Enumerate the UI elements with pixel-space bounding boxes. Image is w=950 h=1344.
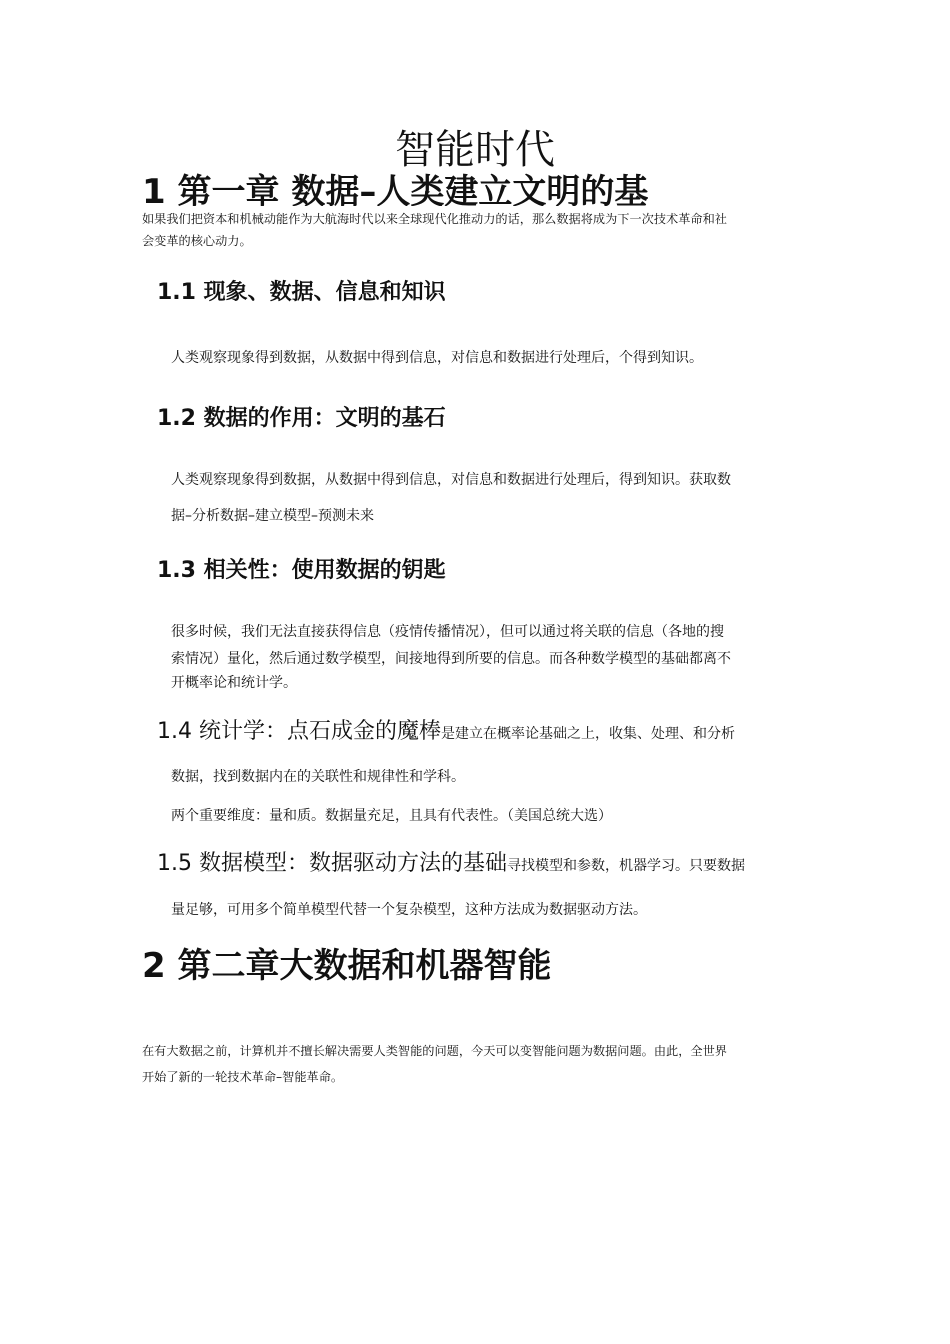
section-1-1-line-1: 人类观察现象得到数据，从数据中得到信息，对信息和数据进行处理后，个得到知识。	[171, 350, 703, 366]
chapter-2-intro-line-2: 开始了新的一轮技术革命–智能革命。	[142, 1070, 344, 1084]
section-1-3-heading: 1.3 相关性：使用数据的钥匙	[157, 558, 446, 583]
section-1-4-line-2: 两个重要维度：量和质。数据量充足，且具有代表性。（美国总统大选）	[171, 808, 612, 824]
chapter-1-heading: 1 第一章 数据–人类建立文明的基	[142, 172, 649, 206]
section-1-5-heading-row	[157, 849, 745, 881]
section-1-4-heading: 1.4 统计学：点石成金的魔棒	[157, 719, 441, 744]
section-1-3-line-3: 开概率论和统计学。	[171, 675, 297, 691]
document-title: 智能时代	[395, 127, 555, 173]
section-1-4-inline-text: 是建立在概率论基础之上，收集、处理、和分析	[440, 726, 735, 742]
chapter-2-heading: 2 第二章大数据和机器智能	[142, 946, 552, 986]
section-1-4-line-1: 数据，找到数据内在的关联性和规律性和学科。	[171, 769, 465, 785]
section-1-5-line-1: 量足够，可用多个简单模型代替一个复杂模型，这种方法成为数据驱动方法。	[171, 902, 647, 918]
chapter-1-intro-line-2: 会变革的核心动力。	[142, 234, 252, 248]
section-1-5-inline-text: 寻找模型和参数，机器学习。只要数据	[506, 858, 745, 874]
section-1-5-heading: 1.5 数据模型：数据驱动方法的基础	[157, 851, 507, 876]
chapter-1-intro-line-1: 如果我们把资本和机械动能作为大航海时代以来全球现代化推动力的话，那么数据将成为下一次技术革命和社	[142, 212, 727, 226]
section-1-2-line-2: 据–分析数据–建立模型–预测未来	[171, 508, 374, 524]
section-1-3-line-2: 索情况）量化，然后通过数学模型，间接地得到所要的信息。而各种数学模型的基础都离不	[171, 651, 731, 667]
section-1-1-heading: 1.1 现象、数据、信息和知识	[157, 280, 446, 305]
section-1-3-line-1: 很多时候，我们无法直接获得信息（疫情传播情况），但可以通过将关联的信息（各地的搜	[171, 624, 724, 640]
section-1-2-line-1: 人类观察现象得到数据，从数据中得到信息，对信息和数据进行处理后，得到知识。获取数	[171, 472, 731, 488]
section-1-2-heading: 1.2 数据的作用：文明的基石	[157, 406, 446, 431]
section-1-4-heading-row	[157, 717, 735, 749]
chapter-2-intro-line-1: 在有大数据之前，计算机并不擅长解决需要人类智能的问题，今天可以变智能问题为数据问题。由此，全世界	[142, 1044, 727, 1058]
